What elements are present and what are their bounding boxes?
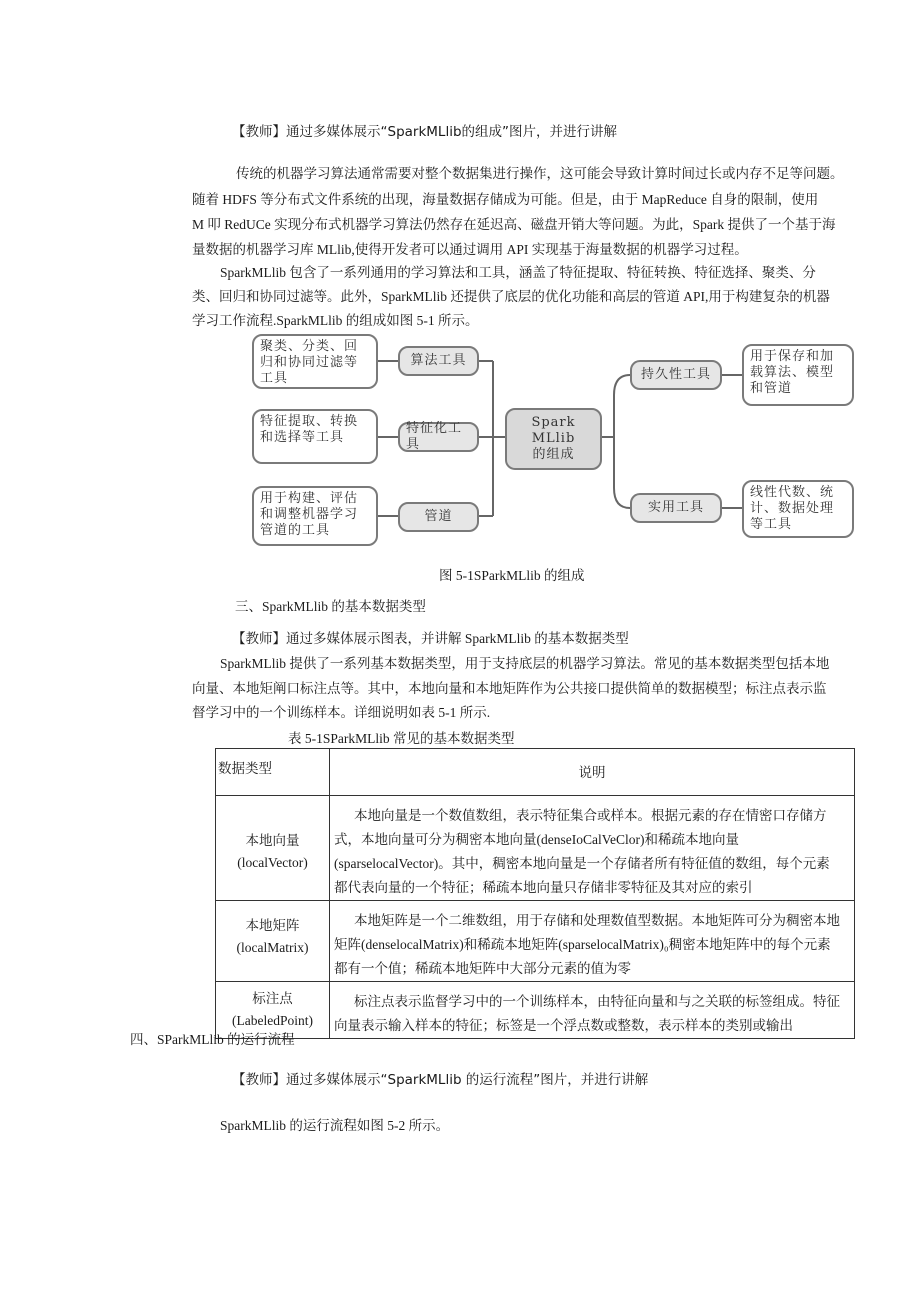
- paragraph-3-line-1: SparkMLlib 包含了一系列通用的学习算法和工具，涵盖了特征提取、特征转换、特征选择、聚类、分: [220, 265, 816, 280]
- paragraph-3-line-3: 学习工作流程.SparkMLlib 的组成如图 5-1 所示。: [192, 313, 479, 328]
- table-cell-type: [216, 901, 330, 982]
- data-types-table: [215, 748, 855, 1039]
- center-node-line-2: 的组成: [532, 447, 575, 462]
- table-cell-desc: [330, 982, 855, 1039]
- table-cell-desc: [330, 901, 855, 982]
- paragraph-2-line-3: M 叩 RedUCe 实现分布式机器学习算法仍然存在延迟高、磁盘开销大等问题。为此，Spark 提供了一个基于海: [192, 217, 836, 232]
- section-3-heading: 三、SparkMLlib 的基本数据类型: [235, 599, 426, 614]
- desc-node-persistence: 用于保存和加载算法、模型和管道: [742, 344, 854, 406]
- desc-line: 式，本地向量可分为稠密本地向量(denseIoCalVeClor)和稀疏本地向量: [334, 832, 739, 847]
- teacher-note-2: 【教师】通过多媒体展示图表，并讲解 SparkMLlib 的基本数据类型: [232, 631, 629, 646]
- desc-node-featurization: 特征提取、转换和选择等工具: [252, 409, 378, 464]
- figure-caption: 图 5-1SParkMLlib 的组成: [439, 568, 585, 583]
- type-sub: (localMatrix): [236, 940, 309, 955]
- paragraph-5-line-1: SparkMLlib 提供了一系列基本数据类型，用于支持底层的机器学习算法。常见的基本数据类型包括本地: [220, 656, 830, 671]
- desc-line: 都代表向量的一个特征；稀疏本地向量只存储非零特征及其对应的索引: [334, 880, 753, 895]
- desc-node-utility: 线性代数、统计、数据处理等工具: [742, 480, 854, 538]
- paragraph-7: SparkMLlib 的运行流程如图 5-2 所示。: [220, 1118, 450, 1133]
- teacher-note-3: 【教师】通过多媒体展示“SparkMLlib 的运行流程”图片，并进行讲解: [232, 1072, 649, 1088]
- table-cell-desc: [330, 796, 855, 901]
- section-4-heading: 四、SParkMLlib 的运行流程: [130, 1032, 295, 1047]
- desc-line: 向量表示输入样本的特征；标签是一个浮点数或整数，表示样本的类别或输出: [334, 1018, 793, 1033]
- paragraph-2-line-4: 量数据的机器学习库 MLlib,使得开发者可以通过调用 API 实现基于海量数据的机器学习过程。: [192, 242, 748, 257]
- desc-line: (sparselocalVector)。其中，稠密本地向量是一个存储者所有特征值的数组，每个元素: [334, 856, 830, 871]
- tool-node-algorithm: 算法工具: [398, 346, 479, 376]
- table-header-desc: 说明: [330, 749, 855, 796]
- paragraph-2-line-1: 传统的机器学习算法通常需要对整个数据集进行操作，这可能会导致计算时间过长或内存不足等问题。: [236, 166, 844, 181]
- table-row: [216, 982, 855, 1039]
- tool-node-utility: 实用工具: [630, 493, 722, 523]
- tool-node-featurization: 特征化工具: [398, 422, 479, 452]
- type-name: 标注点: [252, 991, 293, 1006]
- tool-node-persistence: 持久性工具: [630, 360, 722, 390]
- table-header-row: [216, 749, 855, 796]
- type-sub: (localVector): [237, 855, 308, 870]
- desc-line: 都有一个值；稀疏本地矩阵中大部分元素的值为零: [334, 961, 631, 976]
- center-node-spark-mllib: [505, 408, 602, 470]
- teacher-note-1: 【教师】通过多媒体展示“SparkMLlib的组成”图片，并进行讲解: [232, 124, 618, 140]
- center-node-line-1: Spark MLlib: [531, 415, 576, 446]
- desc-line: 标注点表示监督学习中的一个训练样本，由特征向量和与之关联的标签组成。特征: [354, 994, 840, 1009]
- paragraph-5-line-2: 向量、本地矩阐口标注点等。其中，本地向量和本地矩阵作为公共接口提供简单的数据模型；标注点表示监: [192, 681, 827, 696]
- table-cell-type: [216, 796, 330, 901]
- table-row: [216, 901, 855, 982]
- table-header-type: 数据类型: [216, 749, 330, 796]
- desc-node-pipeline: 用于构建、评估和调整机器学习管道的工具: [252, 486, 378, 546]
- table-row: [216, 796, 855, 901]
- tool-node-pipeline: 管道: [398, 502, 479, 532]
- type-name: 本地向量: [245, 833, 300, 848]
- desc-line: 本地矩阵是一个二维数组，用于存储和处理数值型数据。本地矩阵可分为稠密本地: [354, 913, 840, 928]
- table-cell-type: [216, 982, 330, 1039]
- desc-line: 矩阵(denselocalMatrix)和稀疏本地矩阵(sparselocalMatrix)₀稠密本地矩阵中的每个元素: [334, 937, 831, 952]
- paragraph-3-line-2: 类、回归和协同过滤等。此外，SparkMLlib 还提供了底层的优化功能和高层的管道 API,用于构建复杂的机器: [192, 289, 830, 304]
- table-caption: 表 5-1SParkMLlib 常见的基本数据类型: [288, 731, 515, 746]
- paragraph-5-line-3: 督学习中的一个训练样本。详细说明如表 5-1 所示.: [192, 705, 491, 720]
- type-name: 本地矩阵: [245, 918, 300, 933]
- type-sub: (LabeledPoint): [232, 1013, 313, 1028]
- desc-line: 本地向量是一个数值数组，表示特征集合或样本。根据元素的存在情密口存储方: [354, 808, 827, 823]
- desc-node-algorithm: 聚类、分类、回归和协同过滤等工具: [252, 334, 378, 389]
- paragraph-2-line-2: 随着 HDFS 等分布式文件系统的出现，海量数据存储成为可能。但是，由于 MapReduce 自身的限制，使用: [192, 192, 819, 207]
